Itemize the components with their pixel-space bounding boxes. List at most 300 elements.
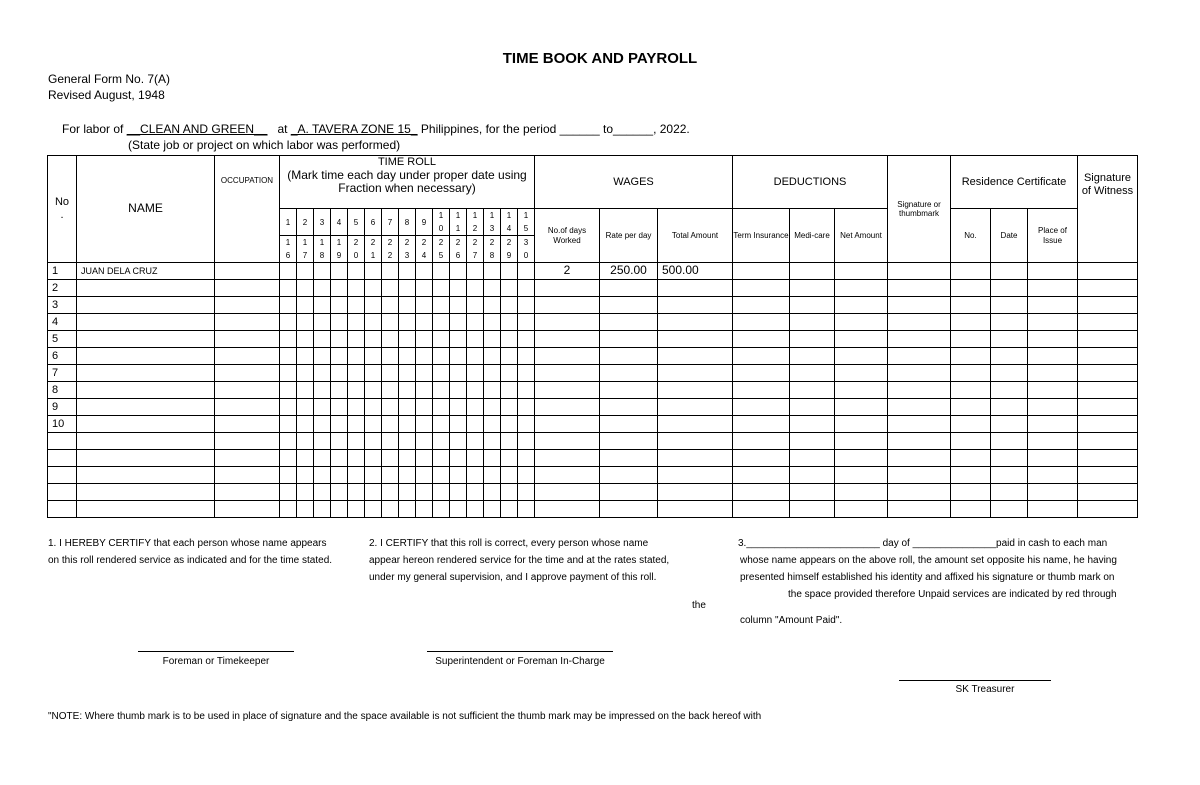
row-rc-place-cell[interactable] [1028,331,1078,348]
row-medicare-cell[interactable] [790,348,835,365]
row-day-cell[interactable] [314,382,331,399]
row-rc-date-cell[interactable] [991,450,1028,467]
row-rc-no-cell[interactable] [951,348,991,365]
row-day-cell[interactable] [501,501,518,518]
row-witness-cell[interactable] [1078,416,1138,433]
row-witness-cell[interactable] [1078,314,1138,331]
row-day-cell[interactable] [518,331,535,348]
row-days-worked-cell[interactable] [535,467,600,484]
row-day-cell[interactable] [484,501,501,518]
row-day-cell[interactable] [382,348,399,365]
row-day-cell[interactable] [399,263,416,280]
row-total-cell[interactable]: 500.00 [658,263,733,280]
row-occupation-cell[interactable] [215,450,280,467]
row-term-insurance-cell[interactable] [733,467,790,484]
row-day-cell[interactable] [365,297,382,314]
row-rate-cell[interactable]: 250.00 [600,263,658,280]
row-day-cell[interactable] [433,280,450,297]
row-rc-no-cell[interactable] [951,467,991,484]
row-day-cell[interactable] [314,467,331,484]
row-rc-place-cell[interactable] [1028,382,1078,399]
row-day-cell[interactable] [518,382,535,399]
row-day-cell[interactable] [365,382,382,399]
row-total-cell[interactable] [658,314,733,331]
row-rc-date-cell[interactable] [991,297,1028,314]
row-day-cell[interactable] [331,433,348,450]
row-day-cell[interactable] [331,399,348,416]
row-day-cell[interactable] [314,501,331,518]
row-day-cell[interactable] [314,484,331,501]
row-day-cell[interactable] [501,280,518,297]
row-day-cell[interactable] [484,297,501,314]
row-day-cell[interactable] [297,399,314,416]
row-day-cell[interactable] [331,263,348,280]
row-days-worked-cell[interactable] [535,280,600,297]
row-rc-place-cell[interactable] [1028,450,1078,467]
row-day-cell[interactable] [450,314,467,331]
row-total-cell[interactable] [658,348,733,365]
row-day-cell[interactable] [484,450,501,467]
row-day-cell[interactable] [382,382,399,399]
row-net-amount-cell[interactable] [835,331,888,348]
row-day-cell[interactable] [348,331,365,348]
row-day-cell[interactable] [365,399,382,416]
row-day-cell[interactable] [348,399,365,416]
row-name-cell[interactable] [77,382,215,399]
row-rate-cell[interactable] [600,416,658,433]
row-term-insurance-cell[interactable] [733,280,790,297]
row-day-cell[interactable] [280,467,297,484]
row-days-worked-cell[interactable] [535,433,600,450]
row-rc-place-cell[interactable] [1028,314,1078,331]
row-number-cell[interactable] [48,484,77,501]
row-day-cell[interactable] [348,365,365,382]
row-witness-cell[interactable] [1078,450,1138,467]
row-total-cell[interactable] [658,484,733,501]
row-day-cell[interactable] [399,467,416,484]
row-term-insurance-cell[interactable] [733,365,790,382]
row-day-cell[interactable] [433,433,450,450]
row-net-amount-cell[interactable] [835,348,888,365]
row-signature-cell[interactable] [888,365,951,382]
row-day-cell[interactable] [416,501,433,518]
row-rc-no-cell[interactable] [951,297,991,314]
row-day-cell[interactable] [433,416,450,433]
row-day-cell[interactable] [280,365,297,382]
row-day-cell[interactable] [467,365,484,382]
row-net-amount-cell[interactable] [835,433,888,450]
row-total-cell[interactable] [658,399,733,416]
row-day-cell[interactable] [518,297,535,314]
row-day-cell[interactable] [280,484,297,501]
row-day-cell[interactable] [365,280,382,297]
row-net-amount-cell[interactable] [835,467,888,484]
row-rc-place-cell[interactable] [1028,416,1078,433]
row-day-cell[interactable] [382,331,399,348]
row-rc-date-cell[interactable] [991,433,1028,450]
row-number-cell[interactable]: 7 [48,365,77,382]
row-day-cell[interactable] [518,365,535,382]
row-day-cell[interactable] [314,416,331,433]
row-day-cell[interactable] [433,484,450,501]
row-days-worked-cell[interactable] [535,450,600,467]
row-day-cell[interactable] [416,297,433,314]
row-day-cell[interactable] [518,263,535,280]
row-day-cell[interactable] [518,467,535,484]
row-day-cell[interactable] [501,331,518,348]
row-day-cell[interactable] [484,280,501,297]
row-rc-no-cell[interactable] [951,484,991,501]
row-total-cell[interactable] [658,382,733,399]
row-day-cell[interactable] [314,399,331,416]
row-day-cell[interactable] [450,501,467,518]
row-days-worked-cell[interactable] [535,416,600,433]
row-rc-date-cell[interactable] [991,484,1028,501]
row-rc-date-cell[interactable] [991,314,1028,331]
row-day-cell[interactable] [331,382,348,399]
row-occupation-cell[interactable] [215,331,280,348]
row-day-cell[interactable] [280,348,297,365]
row-day-cell[interactable] [365,348,382,365]
row-number-cell[interactable]: 1 [48,263,77,280]
row-day-cell[interactable] [416,484,433,501]
row-rc-date-cell[interactable] [991,501,1028,518]
row-day-cell[interactable] [382,263,399,280]
row-day-cell[interactable] [484,348,501,365]
row-day-cell[interactable] [399,314,416,331]
row-day-cell[interactable] [484,382,501,399]
row-rate-cell[interactable] [600,382,658,399]
row-rc-no-cell[interactable] [951,416,991,433]
row-net-amount-cell[interactable] [835,314,888,331]
row-signature-cell[interactable] [888,399,951,416]
row-total-cell[interactable] [658,416,733,433]
row-day-cell[interactable] [280,382,297,399]
row-days-worked-cell[interactable] [535,314,600,331]
row-term-insurance-cell[interactable] [733,263,790,280]
row-day-cell[interactable] [518,501,535,518]
row-day-cell[interactable] [314,433,331,450]
row-day-cell[interactable] [416,280,433,297]
row-day-cell[interactable] [348,416,365,433]
row-signature-cell[interactable] [888,348,951,365]
row-day-cell[interactable] [382,433,399,450]
row-number-cell[interactable] [48,501,77,518]
row-signature-cell[interactable] [888,263,951,280]
row-name-cell[interactable]: JUAN DELA CRUZ [77,263,215,280]
row-day-cell[interactable] [297,382,314,399]
row-rc-no-cell[interactable] [951,450,991,467]
row-term-insurance-cell[interactable] [733,450,790,467]
row-rc-place-cell[interactable] [1028,280,1078,297]
row-number-cell[interactable]: 9 [48,399,77,416]
row-medicare-cell[interactable] [790,280,835,297]
row-day-cell[interactable] [399,399,416,416]
row-day-cell[interactable] [416,348,433,365]
row-signature-cell[interactable] [888,484,951,501]
row-day-cell[interactable] [399,280,416,297]
row-day-cell[interactable] [331,467,348,484]
row-name-cell[interactable] [77,416,215,433]
row-day-cell[interactable] [501,450,518,467]
row-occupation-cell[interactable] [215,365,280,382]
row-signature-cell[interactable] [888,331,951,348]
row-rate-cell[interactable] [600,484,658,501]
row-day-cell[interactable] [467,467,484,484]
row-rc-date-cell[interactable] [991,348,1028,365]
row-rate-cell[interactable] [600,399,658,416]
row-net-amount-cell[interactable] [835,382,888,399]
row-total-cell[interactable] [658,450,733,467]
row-net-amount-cell[interactable] [835,263,888,280]
row-occupation-cell[interactable] [215,416,280,433]
row-signature-cell[interactable] [888,280,951,297]
row-day-cell[interactable] [297,280,314,297]
row-rc-no-cell[interactable] [951,365,991,382]
row-witness-cell[interactable] [1078,501,1138,518]
row-rc-place-cell[interactable] [1028,263,1078,280]
row-day-cell[interactable] [450,382,467,399]
row-day-cell[interactable] [365,365,382,382]
row-net-amount-cell[interactable] [835,501,888,518]
row-day-cell[interactable] [331,450,348,467]
row-day-cell[interactable] [365,484,382,501]
row-name-cell[interactable] [77,399,215,416]
row-rate-cell[interactable] [600,433,658,450]
row-name-cell[interactable] [77,297,215,314]
row-day-cell[interactable] [297,433,314,450]
row-day-cell[interactable] [433,467,450,484]
row-day-cell[interactable] [365,501,382,518]
row-term-insurance-cell[interactable] [733,348,790,365]
row-day-cell[interactable] [467,348,484,365]
row-day-cell[interactable] [331,280,348,297]
row-day-cell[interactable] [467,501,484,518]
row-rc-place-cell[interactable] [1028,467,1078,484]
row-total-cell[interactable] [658,331,733,348]
row-rate-cell[interactable] [600,314,658,331]
row-day-cell[interactable] [399,365,416,382]
row-rc-date-cell[interactable] [991,263,1028,280]
row-net-amount-cell[interactable] [835,297,888,314]
row-day-cell[interactable] [280,416,297,433]
row-day-cell[interactable] [365,263,382,280]
row-day-cell[interactable] [416,467,433,484]
row-number-cell[interactable]: 5 [48,331,77,348]
row-witness-cell[interactable] [1078,280,1138,297]
row-day-cell[interactable] [467,450,484,467]
row-medicare-cell[interactable] [790,484,835,501]
row-day-cell[interactable] [297,297,314,314]
row-day-cell[interactable] [518,399,535,416]
row-day-cell[interactable] [348,348,365,365]
row-day-cell[interactable] [382,450,399,467]
row-rc-place-cell[interactable] [1028,348,1078,365]
row-day-cell[interactable] [382,280,399,297]
row-day-cell[interactable] [416,416,433,433]
row-rc-date-cell[interactable] [991,382,1028,399]
row-day-cell[interactable] [348,314,365,331]
row-day-cell[interactable] [450,365,467,382]
row-day-cell[interactable] [365,450,382,467]
row-day-cell[interactable] [348,467,365,484]
row-day-cell[interactable] [297,331,314,348]
row-day-cell[interactable] [297,450,314,467]
row-day-cell[interactable] [399,297,416,314]
row-signature-cell[interactable] [888,467,951,484]
row-term-insurance-cell[interactable] [733,433,790,450]
row-day-cell[interactable] [501,399,518,416]
row-number-cell[interactable] [48,450,77,467]
row-occupation-cell[interactable] [215,484,280,501]
row-name-cell[interactable] [77,484,215,501]
row-day-cell[interactable] [433,450,450,467]
row-name-cell[interactable] [77,501,215,518]
row-rc-date-cell[interactable] [991,331,1028,348]
row-day-cell[interactable] [297,365,314,382]
row-day-cell[interactable] [467,416,484,433]
row-rate-cell[interactable] [600,365,658,382]
row-rc-no-cell[interactable] [951,331,991,348]
row-days-worked-cell[interactable] [535,501,600,518]
row-day-cell[interactable] [433,382,450,399]
row-rc-date-cell[interactable] [991,416,1028,433]
row-net-amount-cell[interactable] [835,484,888,501]
row-day-cell[interactable] [297,314,314,331]
row-day-cell[interactable] [467,433,484,450]
row-day-cell[interactable] [382,467,399,484]
row-witness-cell[interactable] [1078,331,1138,348]
row-name-cell[interactable] [77,348,215,365]
row-day-cell[interactable] [484,484,501,501]
row-day-cell[interactable] [518,348,535,365]
row-day-cell[interactable] [467,280,484,297]
row-number-cell[interactable]: 6 [48,348,77,365]
row-day-cell[interactable] [467,382,484,399]
row-days-worked-cell[interactable] [535,399,600,416]
row-day-cell[interactable] [450,450,467,467]
row-number-cell[interactable]: 4 [48,314,77,331]
row-day-cell[interactable] [416,450,433,467]
row-day-cell[interactable] [416,314,433,331]
row-occupation-cell[interactable] [215,314,280,331]
row-day-cell[interactable] [365,314,382,331]
row-total-cell[interactable] [658,501,733,518]
row-day-cell[interactable] [331,348,348,365]
row-day-cell[interactable] [433,348,450,365]
row-net-amount-cell[interactable] [835,416,888,433]
row-medicare-cell[interactable] [790,365,835,382]
row-day-cell[interactable] [280,263,297,280]
row-day-cell[interactable] [501,416,518,433]
row-day-cell[interactable] [450,263,467,280]
row-term-insurance-cell[interactable] [733,382,790,399]
row-day-cell[interactable] [518,314,535,331]
row-day-cell[interactable] [314,297,331,314]
row-term-insurance-cell[interactable] [733,399,790,416]
row-witness-cell[interactable] [1078,467,1138,484]
row-occupation-cell[interactable] [215,280,280,297]
row-day-cell[interactable] [484,314,501,331]
row-day-cell[interactable] [314,314,331,331]
row-medicare-cell[interactable] [790,501,835,518]
row-day-cell[interactable] [518,484,535,501]
row-witness-cell[interactable] [1078,484,1138,501]
row-name-cell[interactable] [77,433,215,450]
row-day-cell[interactable] [501,467,518,484]
row-day-cell[interactable] [399,450,416,467]
row-day-cell[interactable] [416,382,433,399]
row-days-worked-cell[interactable] [535,484,600,501]
row-day-cell[interactable] [416,331,433,348]
row-day-cell[interactable] [518,416,535,433]
row-day-cell[interactable] [348,297,365,314]
row-day-cell[interactable] [382,399,399,416]
row-occupation-cell[interactable] [215,348,280,365]
row-rate-cell[interactable] [600,331,658,348]
row-day-cell[interactable] [467,314,484,331]
row-medicare-cell[interactable] [790,399,835,416]
row-number-cell[interactable] [48,433,77,450]
row-day-cell[interactable] [433,263,450,280]
row-day-cell[interactable] [331,501,348,518]
row-total-cell[interactable] [658,365,733,382]
row-rc-place-cell[interactable] [1028,365,1078,382]
row-witness-cell[interactable] [1078,263,1138,280]
row-medicare-cell[interactable] [790,467,835,484]
row-rc-date-cell[interactable] [991,399,1028,416]
row-term-insurance-cell[interactable] [733,416,790,433]
row-day-cell[interactable] [518,450,535,467]
row-rc-no-cell[interactable] [951,433,991,450]
row-day-cell[interactable] [280,314,297,331]
row-rc-place-cell[interactable] [1028,297,1078,314]
row-rate-cell[interactable] [600,280,658,297]
row-rc-date-cell[interactable] [991,365,1028,382]
row-day-cell[interactable] [450,484,467,501]
row-net-amount-cell[interactable] [835,365,888,382]
row-total-cell[interactable] [658,467,733,484]
row-day-cell[interactable] [348,382,365,399]
row-total-cell[interactable] [658,433,733,450]
row-day-cell[interactable] [314,450,331,467]
row-day-cell[interactable] [484,399,501,416]
row-rc-place-cell[interactable] [1028,501,1078,518]
row-day-cell[interactable] [382,297,399,314]
row-day-cell[interactable] [450,280,467,297]
row-day-cell[interactable] [433,365,450,382]
row-day-cell[interactable] [348,484,365,501]
row-day-cell[interactable] [280,331,297,348]
row-day-cell[interactable] [297,348,314,365]
row-days-worked-cell[interactable] [535,331,600,348]
row-day-cell[interactable] [382,365,399,382]
row-medicare-cell[interactable] [790,416,835,433]
row-rate-cell[interactable] [600,297,658,314]
row-day-cell[interactable] [518,433,535,450]
row-rc-place-cell[interactable] [1028,433,1078,450]
row-day-cell[interactable] [433,501,450,518]
row-day-cell[interactable] [365,433,382,450]
row-day-cell[interactable] [433,399,450,416]
row-net-amount-cell[interactable] [835,399,888,416]
row-signature-cell[interactable] [888,433,951,450]
row-day-cell[interactable] [433,297,450,314]
row-rate-cell[interactable] [600,467,658,484]
row-day-cell[interactable] [382,416,399,433]
row-number-cell[interactable]: 10 [48,416,77,433]
row-day-cell[interactable] [416,433,433,450]
